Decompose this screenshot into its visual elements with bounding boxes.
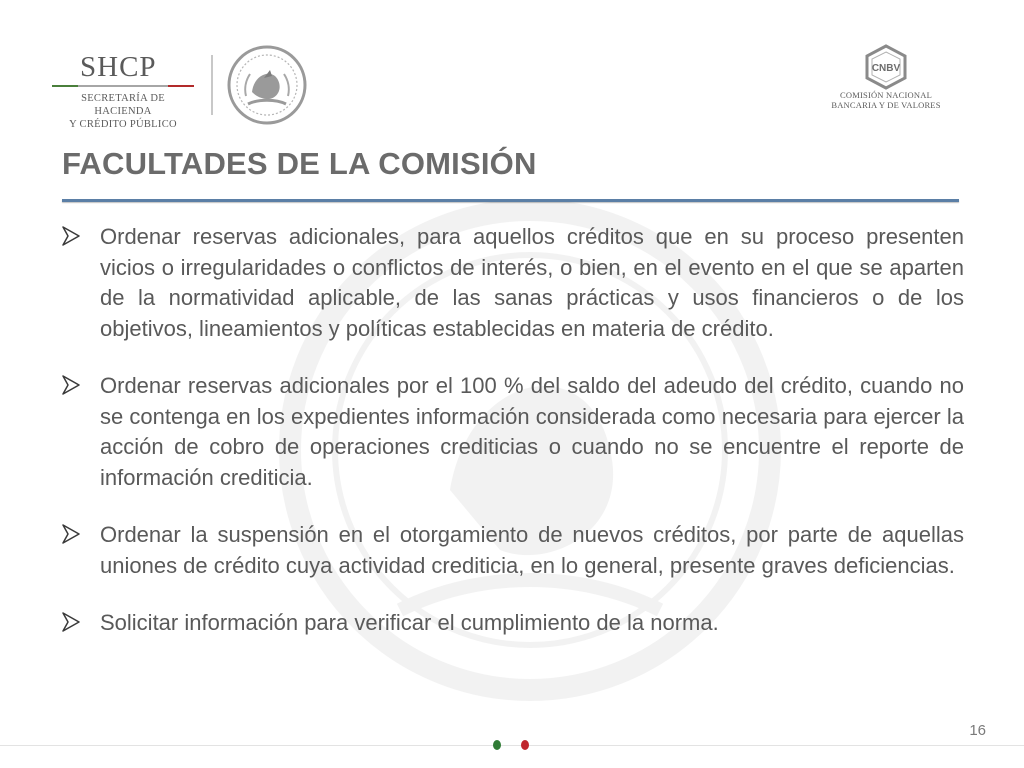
shcp-name: SHCP: [80, 51, 157, 83]
bullet-item-2: [62, 371, 964, 493]
shcp-tricolor-rule: [52, 85, 194, 87]
bullet-item-4: [62, 608, 964, 639]
shcp-subtitle-line2: Y CRÉDITO PÚBLICO: [69, 119, 177, 130]
shcp-subtitle-line1: SECRETARÍA DE HACIENDA: [81, 93, 165, 117]
slide-title: FACULTADES DE LA COMISIÓN: [62, 146, 537, 181]
footer-rule: [0, 745, 1024, 746]
title-underline: [62, 199, 959, 202]
red-dot-icon: [521, 740, 529, 750]
shcp-logo: [52, 52, 194, 131]
slide-header: [0, 0, 1024, 140]
bullet-item-3: [62, 520, 964, 581]
cnbv-subtitle-line2: BANCARIA Y DE VALORES: [831, 100, 941, 110]
cnbv-hexagon-icon: [863, 44, 909, 90]
bullet-text: Solicitar información para verificar el cumplimiento de la norma.: [100, 610, 719, 635]
green-dot-icon: [493, 740, 501, 750]
arrow-bullet-icon: [62, 375, 80, 395]
cnbv-logo: [826, 44, 946, 110]
arrow-bullet-icon: [62, 524, 80, 544]
bullet-item-1: [62, 222, 964, 344]
cnbv-subtitle-line1: COMISIÓN NACIONAL: [840, 90, 932, 100]
header-divider: [211, 55, 213, 115]
bullet-list: [62, 222, 964, 666]
page-number: 16: [969, 722, 986, 739]
bullet-text: Ordenar reservas adicionales por el 100 % del saldo del adeudo del crédito, cuando no se contenga en los expedientes información considerada como necesaria para ejercer la acción de cobro de operaciones crediticias o cuando no se encuentre el reporte de información crediticia.: [100, 373, 964, 490]
cnbv-logo-text: CNBV: [871, 63, 901, 74]
arrow-bullet-icon: [62, 612, 80, 632]
arrow-bullet-icon: [62, 226, 80, 246]
bullet-text: Ordenar reservas adicionales, para aquellos créditos que en su proceso presenten vicios o irregularidades o conflictos de interés, o bien, en el evento en el que se aparten de la normatividad aplicable, de las sanas prácticas y usos financieros o de los objetivos, lineamientos y políticas establecidas en materia de crédito.: [100, 224, 964, 341]
mexican-coat-of-arms-seal-icon: [226, 44, 308, 126]
bullet-text: Ordenar la suspensión en el otorgamiento de nuevos créditos, por parte de aquellas uniones de crédito cuya actividad crediticia, en lo general, presente graves deficiencias.: [100, 522, 964, 578]
